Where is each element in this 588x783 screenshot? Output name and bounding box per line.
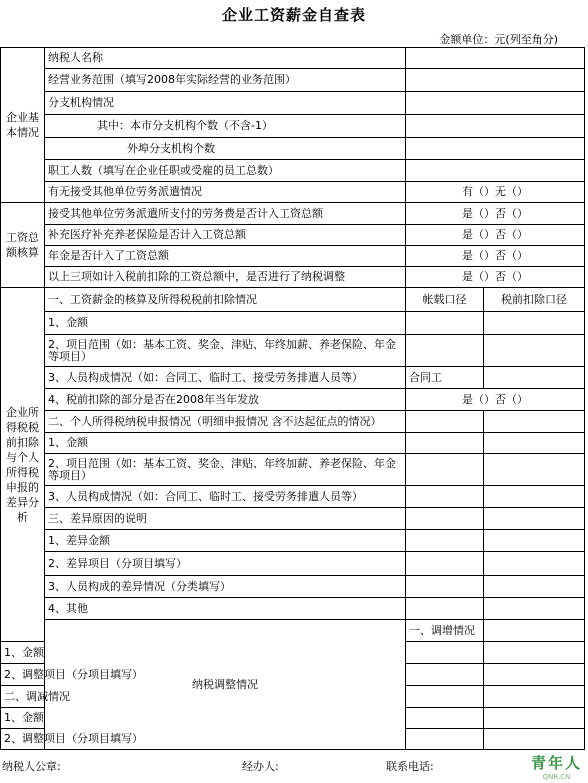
label-outside-branches: 外埠分支机构个数 [45,138,406,160]
value-item-scope-book[interactable] [406,335,484,367]
value-diff-reason-b[interactable] [484,508,585,530]
value-increase-a[interactable] [484,620,585,642]
choice-dispatch-fee[interactable]: 是（）否（） [406,203,585,225]
label-diff-staff: 3、人员构成的差异情况（分类填写） [45,576,406,598]
header-deduction-basis: 税前扣除口径 [484,288,585,312]
value-staff-composition-book[interactable]: 合同工 [406,367,484,389]
value-decrease-amount-a[interactable] [406,708,484,729]
section-diff: 企业所得税税前扣除与个人所得税申报的差异分析 [1,288,45,642]
unit-note: 金额单位：元(列至角分) [439,33,558,46]
label-paid-2008: 4、税前扣除的部分是否在2008年当年发放 [45,389,406,411]
choice-supplementary-insurance[interactable]: 是（）否（） [406,225,585,246]
choice-labor-dispatch[interactable]: 有（）无（） [406,182,585,203]
value-decrease-amount-b[interactable] [484,708,585,729]
value-iit-amount-b[interactable] [484,433,585,454]
value-iit-item-scope-b[interactable] [484,454,585,486]
choice-paid-2008[interactable]: 是（）否（） [406,389,585,411]
value-branches[interactable] [406,92,585,115]
value-diff-reason-a[interactable] [406,508,484,530]
value-increase-items-a[interactable] [406,664,484,686]
value-increase-amount-a[interactable] [406,642,484,664]
value-iit-filing-a[interactable] [406,411,484,433]
label-taxpayer-name: 纳税人名称 [45,48,406,69]
label-dispatch-fee: 接受其他单位劳务派遣所支付的劳务费是否计入工资总额 [45,203,406,225]
label-decrease-items: 2、调整项目（分项目填写） [1,729,45,750]
value-diff-staff-b[interactable] [484,576,585,598]
label-branches: 分支机构情况 [45,92,406,115]
footer-handler-label: 经办人: [242,760,279,773]
label-wage-accounting: 一、工资薪金的核算及所得税税前扣除情况 [45,288,406,312]
label-supplementary-insurance: 补充医疗补充养老保险是否计入工资总额 [45,225,406,246]
value-amount-deduction[interactable] [484,312,585,335]
label-iit-filing: 二、个人所得税纳税申报情况（明细申报情况 含不达起征点的情况） [45,411,406,433]
label-business-scope: 经营业务范围（填写2008年实际经营的业务范围） [45,69,406,92]
label-employees: 职工人数（填写在企业任职或受雇的员工总数） [45,160,406,182]
label-amount: 1、金额 [45,312,406,335]
label-local-branches: 其中：本市分支机构个数（不含-1） [45,115,406,138]
header-book-basis: 帐载口径 [406,288,484,312]
value-decrease-b[interactable] [484,686,585,708]
value-taxpayer-name[interactable] [406,48,585,69]
value-diff-staff-a[interactable] [406,576,484,598]
section-basic: 企业基本情况 [1,48,45,203]
watermark-sub: QNR.CN [542,773,571,781]
label-diff-amount: 1、差异金额 [45,530,406,552]
label-annuity: 年金是否计入了工资总额 [45,246,406,267]
value-business-scope[interactable] [406,69,585,92]
label-iit-item-scope: 2、项目范围（如：基本工资、奖金、津贴、年终加薪、养老保险、年金等项目） [45,454,406,486]
label-staff-composition: 3、人员构成情况（如：合同工、临时工、接受劳务排遣人员等） [45,367,406,389]
value-diff-amount-b[interactable] [484,530,585,552]
section-adjust: 纳税调整情况 [45,620,406,750]
value-increase-items-b[interactable] [484,664,585,686]
value-iit-staff-a[interactable] [406,486,484,508]
value-diff-amount-a[interactable] [406,530,484,552]
label-labor-dispatch: 有无接受其他单位劳务派遣情况 [45,182,406,203]
choice-tax-adjust[interactable]: 是（）否（） [406,267,585,288]
watermark-text: 青年人 [530,754,582,772]
label-tax-adjust: 以上三项如计入税前扣除的工资总额中，是否进行了纳税调整 [45,267,406,288]
label-increase: 一、调增情况 [406,620,484,642]
form-title: 企业工资薪金自查表 [221,6,366,24]
value-iit-staff-b[interactable] [484,486,585,508]
value-iit-amount-a[interactable] [406,433,484,454]
choice-annuity[interactable]: 是（）否（） [406,246,585,267]
value-outside-branches[interactable] [406,138,585,160]
value-diff-items-b[interactable] [484,552,585,576]
value-local-branches[interactable] [406,115,585,138]
value-diff-other-b[interactable] [484,598,585,620]
self-check-table [0,47,585,750]
value-diff-other-a[interactable] [406,598,484,620]
value-diff-items-a[interactable] [406,552,484,576]
footer-seal-label: 纳税人公章: [2,760,61,773]
value-iit-filing-b[interactable] [484,411,585,433]
footer-phone-label: 联系电话: [386,760,434,773]
value-amount-book[interactable] [406,312,484,335]
label-diff-other: 4、其他 [45,598,406,620]
label-iit-staff: 3、人员构成情况（如：合同工、临时工、接受劳务排遣人员等） [45,486,406,508]
value-decrease-items-b[interactable] [484,729,585,750]
watermark-logo [531,752,582,781]
value-employees[interactable] [406,160,585,182]
label-iit-amount: 1、金额 [45,433,406,454]
section-total: 工资总额核算 [1,203,45,288]
label-item-scope: 2、项目范围（如：基本工资、奖金、津贴、年终加薪、养老保险、年金等项目） [45,335,406,367]
value-decrease-items-a[interactable] [406,729,484,750]
label-diff-reason: 三、差异原因的说明 [45,508,406,530]
value-increase-amount-b[interactable] [484,642,585,664]
value-iit-item-scope-a[interactable] [406,454,484,486]
label-increase-items: 2、调整项目（分项目填写） [1,664,45,686]
value-item-scope-deduction[interactable] [484,335,585,367]
label-decrease: 二、调减情况 [1,686,45,708]
signature-footer [0,758,588,780]
label-decrease-amount: 1、金额 [1,708,45,729]
value-staff-composition-deduction[interactable] [484,367,585,389]
label-increase-amount: 1、金额 [1,642,45,664]
value-decrease-a[interactable] [406,686,484,708]
label-diff-items: 2、差异项目（分项目填写） [45,552,406,576]
